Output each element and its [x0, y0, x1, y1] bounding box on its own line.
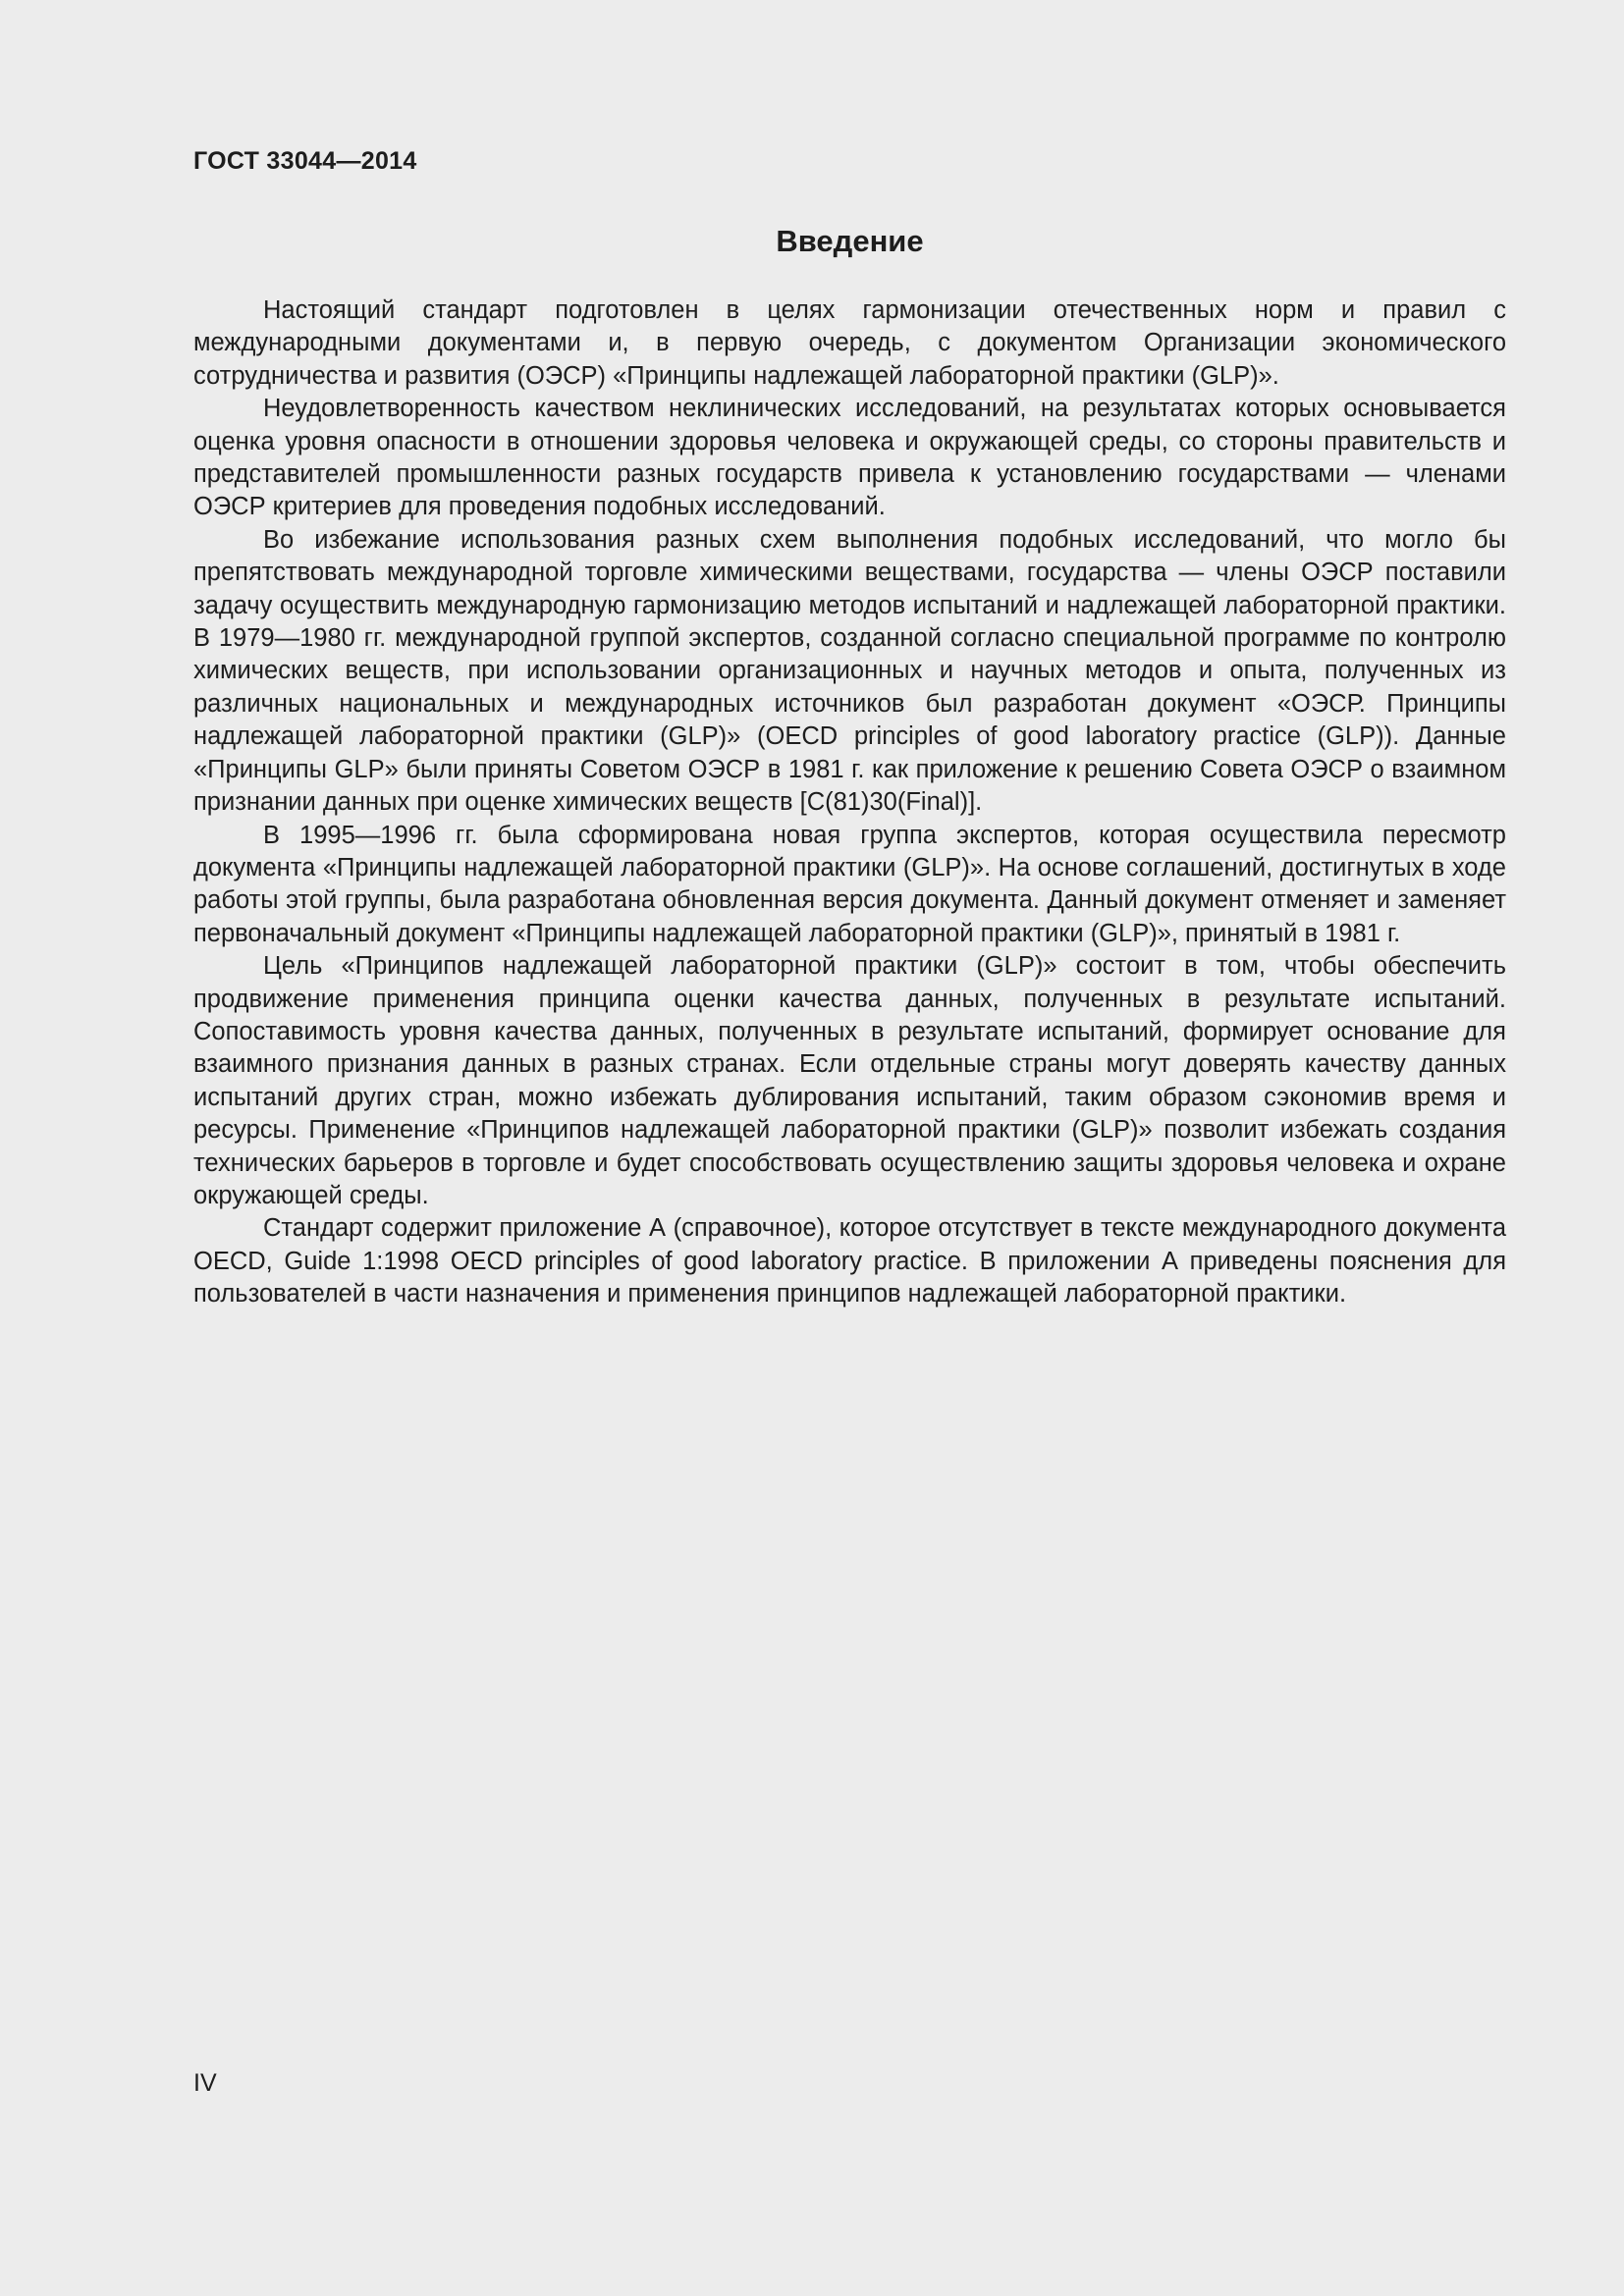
document-code: ГОСТ 33044—2014 — [193, 147, 417, 175]
body-text — [193, 294, 1506, 1311]
paragraph: Неудовлетворенность качеством неклинических исследований, на результатах которых основывается оценка уровня опасности в отношении здоровья человека и окружающей среды, со стороны правительств и представителей промышленности разных государств привела к установлению государствами — членами ОЭСР критериев для проведения подобных исследований. — [193, 395, 1506, 521]
page-number: IV — [193, 2069, 217, 2097]
paragraph: Стандарт содержит приложение А (справочное), которое отсутствует в тексте международного документа OECD, Guide 1:1998 OECD principles of good laboratory practice. В приложении А приведены пояснения для пользователей в части назначения и применения принципов надлежащей лабораторной практики. — [193, 1214, 1506, 1308]
paragraph: В 1995—1996 гг. была сформирована новая группа экспертов, которая осуществила пересмотр документа «Принципы надлежащей лабораторной практики (GLP)». На основе соглашений, достигнутых в ходе работы этой группы, была разработана обновленная версия документа. Данный документ отменяет и заменяет первоначальный документ «Принципы надлежащей лабораторной практики (GLP)», принятый в 1981 г. — [193, 821, 1506, 947]
paragraph: Во избежание использования разных схем выполнения подобных исследований, что могло бы препятствовать международной торговле химическими веществами, государства — члены ОЭСР поставили задачу осуществить международную гармонизацию методов испытаний и надлежащей лабораторной практики. В 1979—1980 гг. международной группой экспертов, созданной согласно специальной программе по контролю химических веществ, при использовании организационных и научных методов и опыта, полученных из различных национальных и международных источников был разработан документ «ОЭСР. Принципы надлежащей лабораторной практики (GLP)» (OECD principles of good laboratory practice (GLP)). Данные «Принципы GLP» были приняты Советом ОЭСР в 1981 г. как приложение к решению Совета ОЭСР о взаимном признании данных при оценке химических веществ [C(81)30(Final)]. — [193, 525, 1506, 817]
paragraph: Цель «Принципов надлежащей лабораторной практики (GLP)» состоит в том, чтобы обеспечить продвижение применения принципа оценки качества данных, полученных в результате испытаний. Сопоставимость уровня качества данных, полученных в результате испытаний, формирует основание для взаимного признания данных в разных странах. Если отдельные страны могут доверять качеству данных испытаний других стран, можно избежать дублирования испытаний, таким образом сэкономив время и ресурсы. Применение «Принципов надлежащей лабораторной практики (GLP)» позволит избежать создания технических барьеров в торговле и будет способствовать осуществлению защиты здоровья человека и охране окружающей среды. — [193, 952, 1506, 1209]
paragraph: Настоящий стандарт подготовлен в целях гармонизации отечественных норм и правил с международными документами и, в первую очередь, с документом Организации экономического сотрудничества и развития (ОЭСР) «Принципы надлежащей лабораторной практики (GLP)». — [193, 296, 1506, 390]
section-title: Введение — [776, 224, 924, 258]
